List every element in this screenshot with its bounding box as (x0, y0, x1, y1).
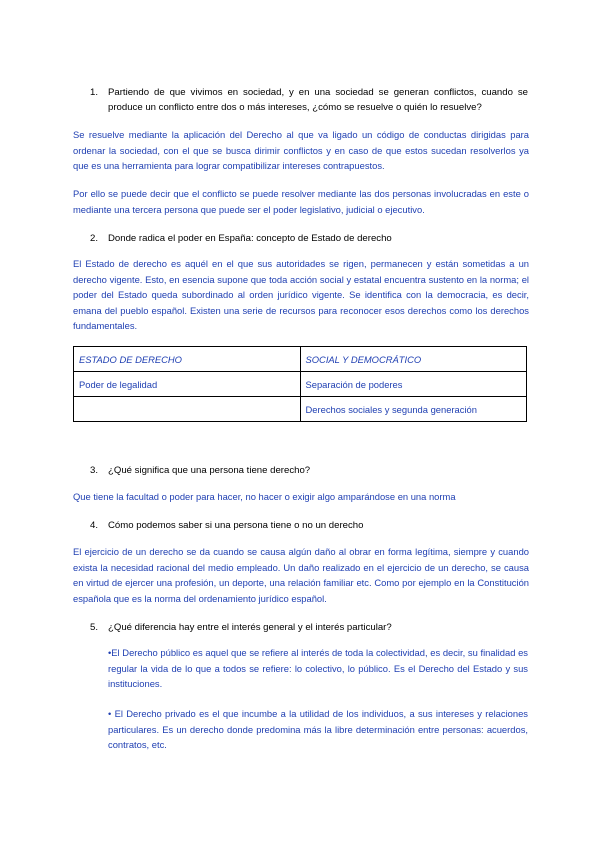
question-text: ¿Qué significa que una persona tiene derecho? (108, 465, 311, 476)
table-header-row (74, 347, 527, 372)
question-text: Cómo podemos saber si una persona tiene o no un derecho (108, 520, 364, 531)
answer-4-paragraph: El ejercicio de un derecho se da cuando se causa algún daño al obrar en forma legítima, siempre y cuando exista la necesidad racional del medio empleado. Un daño realizado en el ejercicio de un derecho, se causa en virtud de ejercer una profesión, un deporte, una relación familiar etc. Como por ejemplo en la Constitución española que es la norma del ordenamiento jurídico español. (73, 546, 529, 604)
question-number: 1. (90, 87, 99, 98)
table-cell: Poder de legalidad (74, 372, 301, 397)
table-cell (74, 397, 301, 422)
question-1 (90, 85, 528, 115)
answer-2-paragraph: El Estado de derecho es aquél en el que sus autoridades se rigen, permanecen y están sometidas a un derecho vigente. Esto, en esencia supone que toda acción social y estatal encuentra sustento en la norma; el poder del Estado queda subordinado al orden jurídico vigente. Se identifica con la democracia, es decir, emana del pueblo español. Existen una serie de recursos para reconocer esos derechos como los derechos fundamentales. (73, 258, 529, 332)
table-row (74, 372, 527, 397)
answer-3-paragraph: Que tiene la facultad o poder para hacer, no hacer o exigir algo amparándose en una norma (73, 491, 456, 502)
question-text: ¿Qué diferencia hay entre el interés general y el interés particular? (108, 622, 392, 633)
question-number: 5. (90, 622, 99, 633)
question-5 (90, 620, 528, 635)
answer-1-paragraph-1: Se resuelve mediante la aplicación del Derecho al que va ligado un código de conductas dirigidas para ordenar la sociedad, con el que se busca dirimir conflictos y en caso de que estos sucedan resolverlos ya que es una herramienta para lograr compatibilizar intereses contrapuestos. (73, 129, 529, 172)
question-text: Donde radica el poder en España: concepto de Estado de derecho (108, 233, 392, 244)
table-cell: Derechos sociales y segunda generación (300, 397, 527, 422)
answer-1-paragraph-2: Por ello se puede decir que el conflicto se puede resolver mediante las dos personas involucradas en este o mediante una tercera persona que puede ser el poder legislativo, judicial o ejecutivo. (73, 188, 529, 215)
question-number: 4. (90, 520, 99, 531)
table-row (74, 397, 527, 422)
question-text: Partiendo de que vivimos en sociedad, y en una sociedad se generan conflictos, cuando se produce un conflicto entre dos o más intereses, ¿cómo se resuelve o quién lo resuelve? (108, 87, 528, 113)
answer-5-bullet-1: •El Derecho público es aquel que se refiere al interés de toda la colectividad, es decir, su finalidad es regular la vida de lo que a todos se refiere: lo colectivo, lo público. Es el Derecho del Estado y sus instituciones. (108, 647, 528, 690)
question-3 (90, 463, 528, 478)
question-2 (90, 231, 528, 246)
table-header-cell: SOCIAL Y DEMOCRÁTICO (300, 347, 527, 372)
answer-5-bullet-2: • El Derecho privado es el que incumbe a la utilidad de los individuos, a sus intereses y relaciones particulares. Es un derecho donde predomina más la libre determinación entre personas: acuerdos, contratos, etc. (108, 708, 528, 751)
question-4 (90, 518, 528, 533)
comparison-table (73, 346, 527, 422)
table-cell: Separación de poderes (300, 372, 527, 397)
question-number: 3. (90, 465, 99, 476)
table-header-cell: ESTADO DE DERECHO (74, 347, 301, 372)
question-number: 2. (90, 233, 99, 244)
